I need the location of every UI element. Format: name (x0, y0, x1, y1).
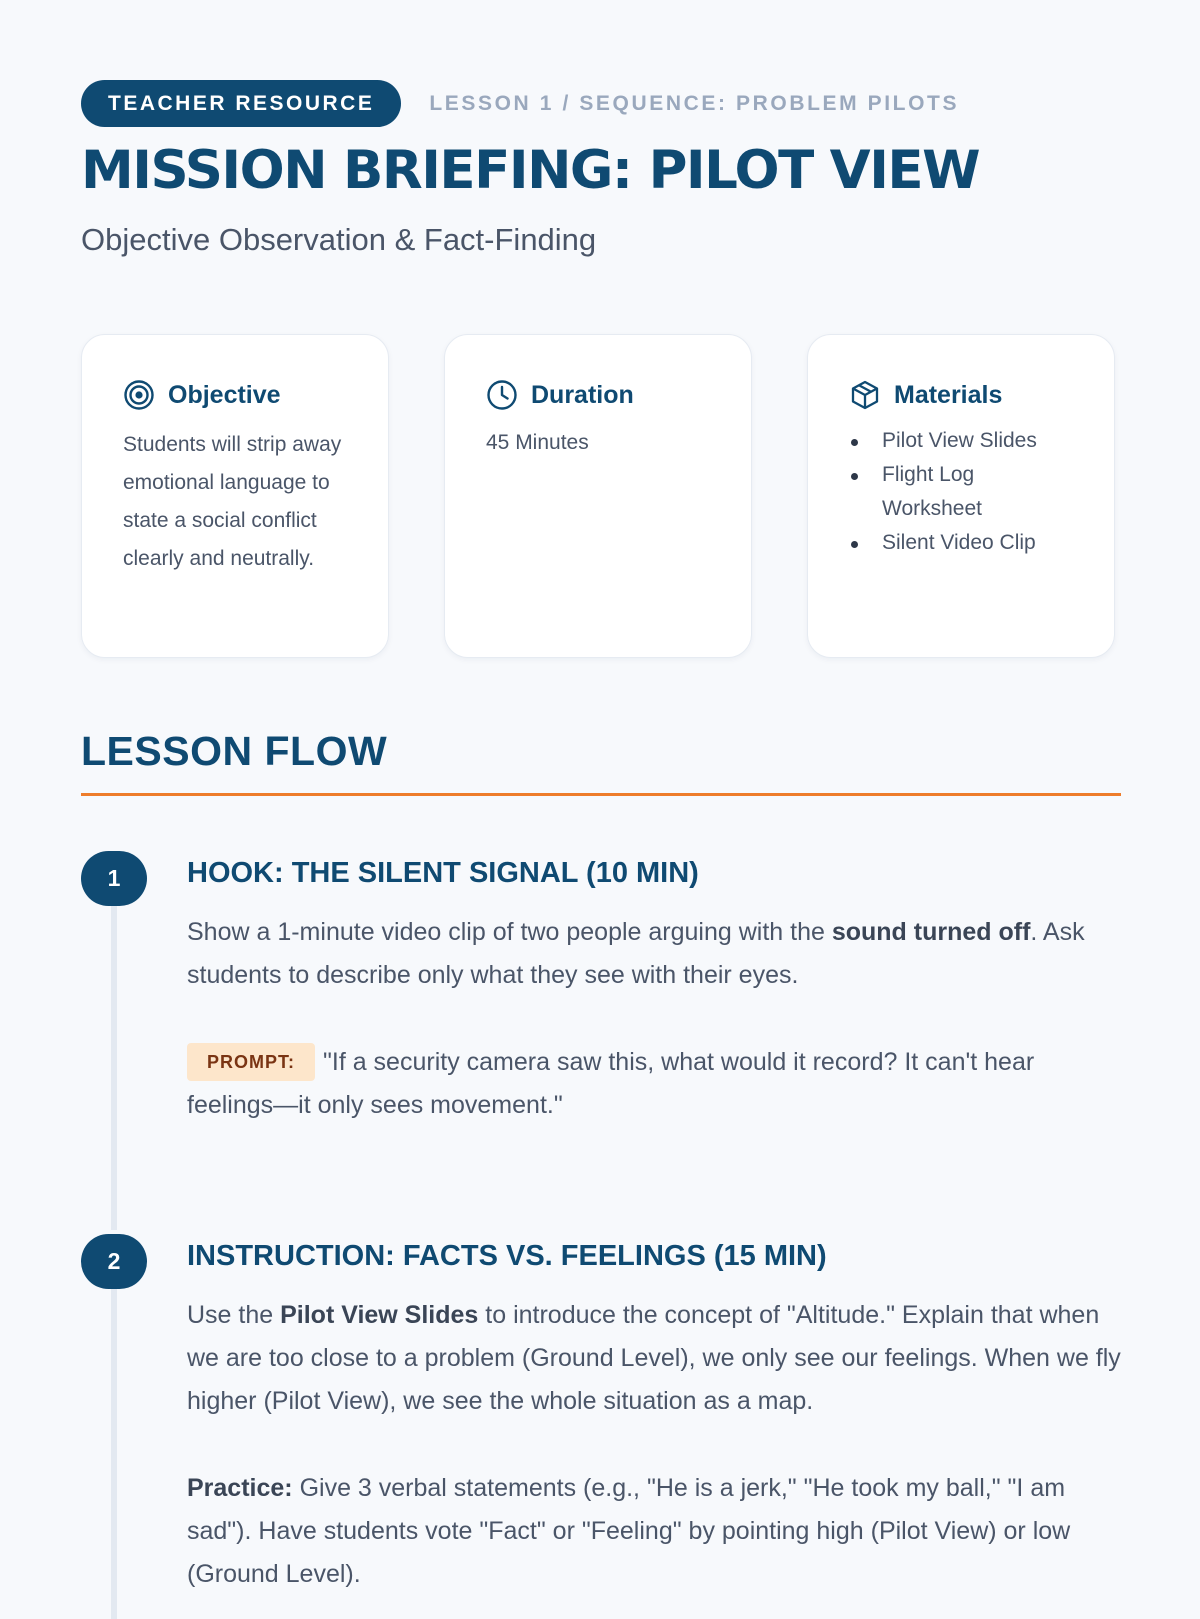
objective-text: Students will strip away emotional language to state a social conflict clearly and neutrally. (123, 433, 342, 570)
info-cards (81, 334, 1121, 658)
section-divider (81, 793, 1121, 796)
materials-item: Silent Video Clip (849, 526, 1073, 560)
resource-badge: TEACHER RESOURCE (81, 80, 401, 127)
step-number: 1 (81, 851, 147, 906)
target-icon (123, 379, 155, 411)
header-meta (81, 80, 959, 127)
breadcrumb: LESSON 1 / SEQUENCE: PROBLEM PILOTS (429, 91, 960, 115)
materials-card (807, 334, 1115, 658)
page-title: MISSION BRIEFING: PILOT VIEW (81, 140, 980, 201)
step-title: INSTRUCTION: FACTS VS. FEELINGS (15 MIN) (187, 1240, 827, 1272)
duration-title: Duration (531, 380, 634, 409)
materials-item: Pilot View Slides (849, 424, 1073, 458)
clock-icon (486, 379, 518, 411)
prompt-tag: PROMPT: (187, 1043, 315, 1081)
lesson-flow-title: LESSON FLOW (81, 728, 388, 774)
objective-title: Objective (168, 380, 281, 409)
practice-description: Practice: Give 3 verbal statements (e.g., "He is a jerk," "He took my ball," "I am sad"). Have students vote "Fact" or "Feeling" by pointing high (Pilot View) or low (Ground Level). (187, 1474, 1071, 1588)
step-description: Use the Pilot View Slides to introduce the concept of "Altitude." Explain that when we are too close to a problem (Ground Level), we only see our feelings. When we fly higher (Pilot View), we see the whole situation as a map. (187, 1301, 1121, 1415)
materials-title: Materials (894, 380, 1003, 409)
step-number: 2 (81, 1234, 147, 1289)
objective-card (81, 334, 389, 658)
teacher-prompt (187, 1041, 1122, 1127)
duration-value: 45 Minutes (486, 431, 589, 454)
prompt-text: "If a security camera saw this, what would it record? It can't hear feelings—it only sees movement." (187, 1048, 1035, 1119)
box-icon (849, 379, 881, 411)
step-title: HOOK: THE SILENT SIGNAL (10 MIN) (187, 857, 699, 889)
timeline-line (111, 906, 117, 1230)
materials-list (849, 424, 1073, 560)
step-description: Show a 1-minute video clip of two people arguing with the sound turned off. Ask students to describe only what they see with their eyes. (187, 918, 1085, 989)
timeline-line (111, 1289, 117, 1619)
page-subtitle: Objective Observation & Fact-Finding (81, 222, 597, 257)
materials-item: Flight Log Worksheet (849, 458, 1073, 526)
duration-card (444, 334, 752, 658)
